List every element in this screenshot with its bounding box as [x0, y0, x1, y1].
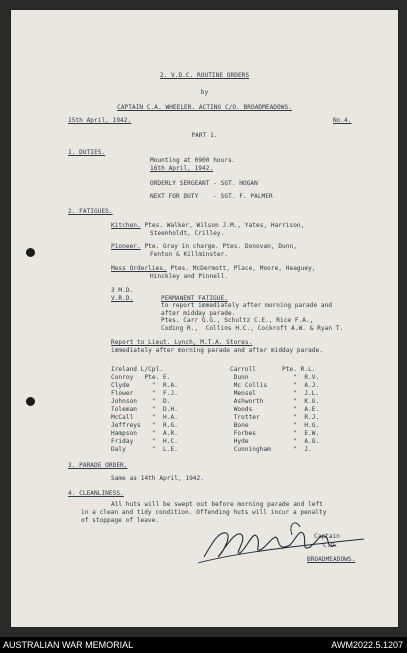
list-item: Toleman " D.H. Woods " A.E.	[111, 406, 320, 413]
list-item: McCall " H.A. Trotter " R.J.	[111, 414, 320, 421]
text-line: of stoppage of leave.	[81, 517, 160, 524]
list-item: Flower " F.J. Mensel " J.L.	[111, 390, 320, 397]
doc-number: No.4.	[333, 117, 352, 124]
text-line: Coding R., Collins H.C., Cockroft A.W. & Ryan T.	[161, 325, 344, 332]
punch-hole	[26, 397, 35, 406]
text-line: Steenholdt, Crilley.	[150, 230, 225, 237]
text-line: Same as 14th April, 1942.	[111, 475, 204, 482]
text-line: in a clean and tidy condition. Offending huts will incur a penalty	[81, 509, 327, 516]
list-item: Johnson " D. Ashworth " K.G.	[111, 398, 320, 405]
section-heading: 4. CLEANLINESS.	[68, 490, 124, 497]
text-line: PERMANENT FATIGUE.	[161, 295, 228, 302]
text-line: 3 M.D.	[111, 287, 134, 294]
section-heading: 3. PARADE ORDER.	[68, 462, 128, 469]
text-line: Hinckley and Pinnell.	[150, 273, 229, 280]
text-line: Mess Orderlies. Ptes. McDermott, Place, Moore, Heaguey,	[111, 265, 316, 272]
footer-left: AUSTRALIAN WAR MEMORIAL	[3, 640, 134, 650]
punch-hole	[26, 248, 35, 257]
doc-by: by	[200, 89, 209, 96]
list-item: Daly " L.E. Cunningham " J.	[111, 446, 312, 453]
text-line: Mounting at 0900 hours.	[150, 157, 236, 164]
section-heading: 1. DUTIES.	[68, 149, 106, 156]
text-line: 16th April, 1942.	[150, 165, 214, 172]
signature-title: C.O.	[323, 542, 338, 549]
footer-bar	[0, 637, 407, 653]
text-line: Report to Lieut. Lynch, M.T.A. Stores.	[111, 339, 253, 346]
text-line: Kitchen. Ptes. Walker, Wilson J.M., Yates, Harrison,	[111, 222, 305, 229]
doc-date: 15th April, 1942.	[68, 117, 132, 124]
text-line: immediately after morning parade and after midday parade.	[111, 347, 323, 354]
list-item: Jeffreys " R.G. Bone " H.G.	[111, 422, 320, 429]
text-line: All huts will be swept out before morning parade and left	[111, 501, 323, 508]
signature-title: BROADMEADOWS.	[307, 556, 356, 563]
signature-title: Captain	[314, 533, 341, 540]
section-heading: 2. FATIGUES.	[68, 208, 113, 215]
footer-right: AWM2022.5.1207	[331, 640, 403, 650]
text-line: V.R.D.	[111, 295, 134, 302]
text-line: NEXT FOR DUTY - SGT. F. PALMER	[150, 193, 273, 200]
list-item: Conroy Pte. E. Dunn " R.V.	[111, 374, 320, 381]
part-heading: PART 1.	[191, 132, 218, 139]
text-line: to report immediately after morning parade and	[161, 302, 333, 309]
list-item: Hampson " A.R. Forbes " E.W.	[111, 430, 320, 437]
text-line: Fenton & Killminster.	[150, 251, 229, 258]
doc-title: 2. V.D.C. ROUTINE ORDERS	[159, 72, 250, 79]
text-line: ORDERLY SERGEANT - SGT. HOGAN	[150, 180, 258, 187]
list-item: Clyde " R.A. Mc Collis " A.J.	[111, 382, 320, 389]
text-line: Ptes. Carr G.G., Schultz C.E., Rice F.A.,	[161, 317, 314, 324]
text-line: after midday parade.	[161, 310, 236, 317]
document-page	[11, 10, 398, 627]
doc-issuer: CAPTAIN C.A. WHEELER. ACTING C/O. BROADMEADOWS.	[117, 104, 292, 111]
list-item: Ireland L/Cpl. Carroll Pte. R.L.	[111, 366, 316, 373]
list-item: Friday " H.C. Hyde " A.G.	[111, 438, 320, 445]
text-line: Pioneer. Pte. Gray in charge. Ptes. Donovan, Dunn,	[111, 243, 297, 250]
